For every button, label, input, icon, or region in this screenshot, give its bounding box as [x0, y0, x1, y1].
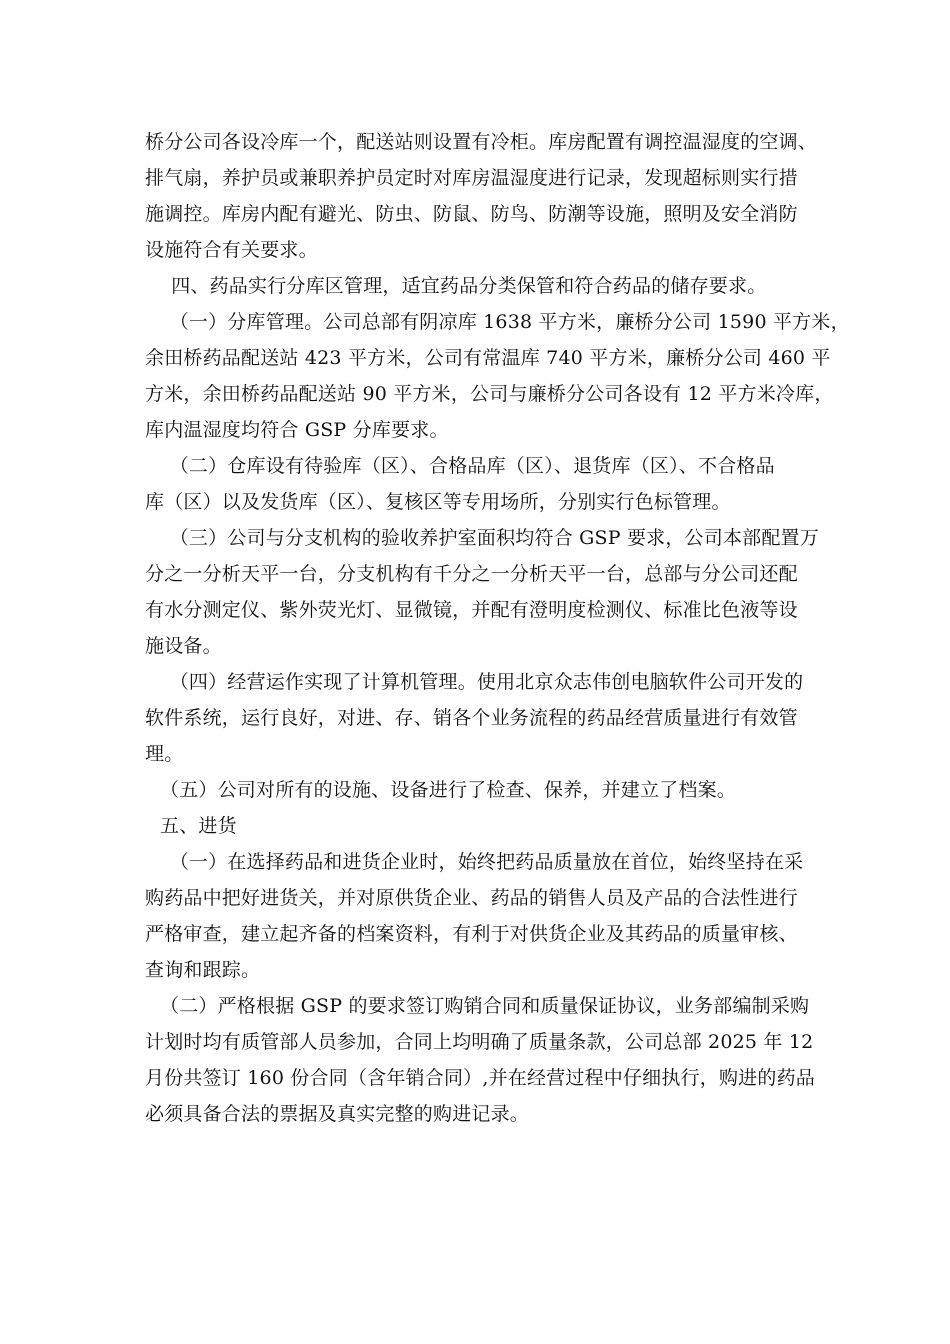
- text-line: 设施符合有关要求。: [145, 239, 318, 261]
- text-line: 软件系统，运行良好，对进、存、销各个业务流程的药品经营质量进行有效管: [145, 707, 798, 729]
- text-line: 购药品中把好进货关，并对原供货企业、药品的销售人员及产品的合法性进行: [145, 887, 798, 909]
- text-line: （二）仓库设有待验库（区）、合格品库（区）、退货库（区）、不合格品: [160, 455, 775, 477]
- text-line: 余田桥药品配送站 423 平方米，公司有常温库 740 平方米，廉桥分公司 460 平: [145, 347, 831, 369]
- text-line: 方米，余田桥药品配送站 90 平方米，公司与廉桥分公司各设有 12 平方米冷库，: [145, 383, 834, 405]
- text-line: 排气扇，养护员或兼职养护员定时对库房温湿度进行记录，发现超标则实行措: [145, 167, 798, 189]
- text-line: 库（区）以及发货库（区）、复核区等专用场所，分别实行色标管理。: [145, 491, 731, 513]
- text-line: 桥分公司各设冷库一个，配送站则设置有冷柜。库房配置有调控温湿度的空调、: [145, 131, 818, 153]
- text-line: （一）在选择药品和进货企业时，始终把药品质量放在首位，始终坚持在采: [160, 851, 804, 873]
- text-line: 有水分测定仪、紫外荧光灯、显微镜，并配有澄明度检测仪、标准比色液等设: [145, 599, 798, 621]
- text-line: 理。: [145, 743, 184, 765]
- text-line: （四）经营运作实现了计算机管理。使用北京众志伟创电脑软件公司开发的: [160, 671, 804, 693]
- text-line: 计划时均有质管部人员参加，合同上均明确了质量条款，公司总部 2025 年 12: [145, 1031, 814, 1053]
- section-heading-five: 五、进货: [160, 815, 237, 837]
- text-line: 严格审查，建立起齐备的档案资料，有利于对供货企业及其药品的质量审核、: [145, 923, 798, 945]
- text-line: 必须具备合法的票据及真实完整的购进记录。: [145, 1103, 530, 1125]
- text-line: （三）公司与分支机构的验收养护室面积均符合 GSP 要求，公司本部配置万: [160, 527, 819, 549]
- text-line: 施设备。: [145, 635, 222, 657]
- text-line: （五）公司对所有的设施、设备进行了检查、保养，并建立了档案。: [160, 779, 737, 801]
- text-line: （二）严格根据 GSP 的要求签订购销合同和质量保证协议，业务部编制采购: [160, 995, 810, 1017]
- text-line: 施调控。库房内配有避光、防虫、防鼠、防鸟、防潮等设施，照明及安全消防: [145, 203, 798, 225]
- text-line: （一）分库管理。公司总部有阴凉库 1638 平方米，廉桥分公司 1590 平方米，: [160, 311, 850, 333]
- text-line: 库内温湿度均符合 GSP 分库要求。: [145, 419, 449, 441]
- section-heading-four: 四、药品实行分库区管理，适宜药品分类保管和符合药品的储存要求。: [152, 275, 767, 297]
- text-line: 查询和跟踪。: [145, 959, 261, 981]
- text-line: 分之一分析天平一台，分支机构有千分之一分析天平一台，总部与分公司还配: [145, 563, 798, 585]
- text-line: 月份共签订 160 份合同（含年销合同）,并在经营过程中仔细执行，购进的药品: [145, 1067, 815, 1089]
